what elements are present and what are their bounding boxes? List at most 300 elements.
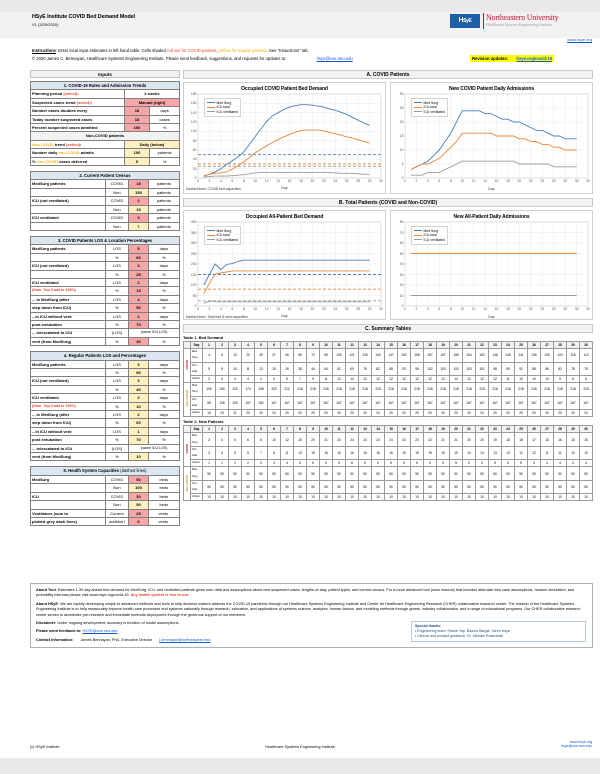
x-axis-tick: 10 bbox=[460, 307, 465, 311]
table-cell: 10 bbox=[567, 494, 580, 501]
table-cell: 95 bbox=[502, 362, 515, 375]
table-cell: 50 bbox=[398, 467, 411, 480]
input-key: COVID bbox=[105, 475, 129, 483]
x-axis-tick: 26 bbox=[344, 307, 349, 311]
input-key: Non bbox=[105, 484, 129, 492]
table-cell: 16 bbox=[346, 446, 359, 459]
input-unit: % bbox=[148, 304, 179, 312]
x-axis-tick: 8 bbox=[242, 307, 245, 311]
thanks-1-text: Engineering team: Shane Yap, Basma Bargal, Yaren Kaya bbox=[417, 629, 510, 634]
table-cell: 10 bbox=[268, 494, 281, 501]
table-cell: 26 bbox=[281, 362, 294, 375]
table-cell: 4 bbox=[541, 460, 554, 467]
x-axis-tick: 22 bbox=[528, 179, 533, 183]
table-cell: 218 bbox=[502, 383, 515, 396]
table-cell: 21 bbox=[450, 433, 463, 446]
day-column-header: 5 bbox=[255, 342, 268, 349]
table-cell: 10 bbox=[515, 494, 528, 501]
table-cell: 50 bbox=[567, 467, 580, 480]
x-axis-tick: 28 bbox=[563, 179, 567, 183]
input-value[interactable]: 18 bbox=[124, 107, 149, 115]
row-label: ICU total bbox=[191, 480, 203, 493]
day-column-header: 26 bbox=[528, 426, 541, 433]
table-cell: 50 bbox=[554, 480, 567, 493]
input-unit: patients bbox=[150, 149, 180, 157]
table-cell: 16 bbox=[320, 446, 333, 459]
about-tool-text: : Estimates 1-30 day ahead bed demand for MedSurg, ICU, and ventilated patients given user data and assumptions about new suspected cases, lengths-of-stay, patient types, and current census. For a more advanced tool (uses macros) that includes alternate new case assumptions, random simulation, and probability intervals please visit www.hsye.org/covid-19. bbox=[36, 588, 575, 598]
input-unit: % bbox=[148, 287, 179, 295]
table-cell: 50 bbox=[307, 480, 320, 493]
day-column-header: 30 bbox=[580, 342, 593, 349]
day-column-header: 24 bbox=[502, 426, 515, 433]
input-label: post extubation bbox=[31, 436, 106, 444]
input-row bbox=[31, 337, 180, 345]
table-cell: 167 bbox=[294, 396, 307, 409]
input-value[interactable]: 60 bbox=[129, 253, 148, 261]
input-row bbox=[31, 385, 180, 393]
input-value[interactable]: 18 bbox=[129, 180, 148, 188]
input-value[interactable]: 2 bbox=[129, 278, 148, 286]
day-column-header: 23 bbox=[489, 342, 502, 349]
input-unit: patients bbox=[148, 214, 179, 222]
table-cell: 130 bbox=[541, 349, 554, 362]
input-row bbox=[31, 492, 180, 500]
table-cell: 16 bbox=[541, 433, 554, 446]
table-cell: 15 bbox=[450, 446, 463, 459]
input-unit: % bbox=[148, 253, 179, 261]
input-row bbox=[31, 287, 180, 295]
y-axis-tick: 350 bbox=[190, 230, 197, 235]
input-value[interactable]: 2 bbox=[129, 312, 148, 320]
input-value[interactable]: 50 bbox=[129, 475, 148, 483]
input-row bbox=[31, 419, 180, 427]
x-axis-tick: 22 bbox=[321, 307, 326, 311]
input-unit: cases bbox=[150, 115, 180, 123]
feedback-email[interactable]: HSYE@coe.neu.edu bbox=[82, 629, 118, 634]
input-value[interactable]: 3 bbox=[129, 360, 148, 368]
input-unit: beds bbox=[148, 484, 179, 492]
input-value[interactable]: 25 bbox=[129, 270, 148, 278]
chart-a-left-xlabel: Day bbox=[281, 186, 288, 190]
input-value[interactable]: 100 bbox=[124, 149, 149, 157]
table-cell: 5 bbox=[515, 460, 528, 467]
input-key: LOS bbox=[105, 377, 129, 385]
y-axis-tick: 140 bbox=[190, 110, 197, 115]
table-cell: 20 bbox=[515, 410, 528, 417]
input-row bbox=[31, 98, 180, 106]
table-cell: 218 bbox=[489, 383, 502, 396]
input-unit: % bbox=[148, 320, 179, 328]
x-axis-tick: 6 bbox=[438, 179, 441, 183]
input-value[interactable]: 3 bbox=[129, 377, 148, 385]
table-cell: 20 bbox=[359, 410, 372, 417]
table-cell: 8 bbox=[580, 376, 593, 383]
input-key: addition'l bbox=[105, 517, 129, 525]
input-value[interactable]: 15 bbox=[129, 205, 148, 213]
table-cell: 50 bbox=[242, 480, 255, 493]
table-cell: 6 bbox=[333, 460, 346, 467]
hsye-logo bbox=[450, 14, 480, 28]
table-cell: 12 bbox=[411, 376, 424, 383]
table-cell: 10 bbox=[242, 494, 255, 501]
table-cell: 50 bbox=[294, 480, 307, 493]
input-unit: days bbox=[148, 245, 179, 253]
input-label: Number cases doubles every bbox=[31, 107, 125, 115]
table-cell: 18 bbox=[502, 433, 515, 446]
table-cell: 218 bbox=[359, 383, 372, 396]
x-axis-tick: 0 bbox=[404, 307, 406, 311]
input-value[interactable]: 50 bbox=[129, 501, 148, 509]
input-key: LOS bbox=[105, 295, 129, 303]
table-cell: 6 bbox=[307, 460, 320, 467]
input-row bbox=[31, 369, 180, 377]
instructions-red-text: red are for COVID patients bbox=[167, 48, 217, 53]
y-axis-tick: 40 bbox=[192, 157, 197, 162]
table-cell: 167 bbox=[476, 396, 489, 409]
table-cell: 200 bbox=[229, 383, 242, 396]
table-cell: 218 bbox=[307, 383, 320, 396]
about-box bbox=[30, 583, 593, 648]
y-axis-tick: 250 bbox=[190, 251, 197, 256]
input-value[interactable]: 4 weeks bbox=[124, 90, 179, 98]
x-axis-tick: 32 bbox=[379, 179, 383, 183]
day-column-header: 22 bbox=[476, 342, 489, 349]
chart-a-left-title: Occupied COVID Patient Bed Demand bbox=[241, 86, 328, 92]
table-cell: 100 bbox=[203, 383, 216, 396]
input-value[interactable]: 25 bbox=[129, 509, 148, 517]
row-label: Med Surg bbox=[191, 383, 203, 396]
table-row bbox=[184, 433, 593, 446]
day-column-header: 9 bbox=[307, 342, 320, 349]
table-cell: 20 bbox=[437, 410, 450, 417]
legend-item bbox=[414, 110, 445, 115]
table-cell: 10 bbox=[541, 494, 554, 501]
table-cell: 20 bbox=[411, 410, 424, 417]
input-label: post-extubation bbox=[31, 320, 106, 328]
table-cell: 15 bbox=[307, 446, 320, 459]
y-axis-tick: 200 bbox=[190, 262, 197, 266]
table-cell: 13 bbox=[255, 362, 268, 375]
table-cell: 10 bbox=[268, 433, 281, 446]
input-key: Non bbox=[105, 501, 129, 509]
day-column-header: 20 bbox=[450, 426, 463, 433]
section-header: 4. Regular Patients LOS and Percentages bbox=[31, 352, 180, 360]
input-label: % non-COVID cases deferred bbox=[31, 157, 125, 165]
table-cell: 56 bbox=[294, 349, 307, 362]
input-value[interactable]: 70 bbox=[129, 320, 148, 328]
table-cell: 16 bbox=[554, 433, 567, 446]
day-column-header: 19 bbox=[437, 342, 450, 349]
input-value[interactable]: 3 bbox=[129, 214, 148, 222]
table-cell: 16 bbox=[385, 446, 398, 459]
table-cell: 50 bbox=[502, 480, 515, 493]
chart-b-right-xlabel: Day bbox=[488, 315, 495, 319]
table-cell: 2 bbox=[203, 376, 216, 383]
table-cell: 12 bbox=[450, 376, 463, 383]
table-cell: 10 bbox=[580, 494, 593, 501]
day-column-header: 14 bbox=[372, 342, 385, 349]
input-label: ICU ventilated bbox=[31, 214, 106, 222]
section-header: 2. Current Patient Census bbox=[31, 172, 180, 180]
table-cell: 16 bbox=[333, 446, 346, 459]
table-cell: 20 bbox=[242, 349, 255, 362]
table-cell: 5 bbox=[229, 433, 242, 446]
results-column bbox=[183, 70, 593, 501]
input-unit: beds bbox=[148, 501, 179, 509]
institute-name: Healthcare Systems Engineering Institute bbox=[486, 22, 553, 27]
table-cell: 4 bbox=[229, 376, 242, 383]
row-label: ICU total bbox=[191, 396, 203, 409]
day-column-header: 30 bbox=[580, 426, 593, 433]
table-cell: 50 bbox=[502, 467, 515, 480]
input-value[interactable]: 150 bbox=[129, 188, 148, 196]
input-row bbox=[31, 402, 180, 410]
contact-label: Contact Information: bbox=[36, 637, 74, 642]
x-axis-tick: 24 bbox=[333, 307, 338, 311]
table-cell: 35 bbox=[294, 362, 307, 375]
table-cell: 212 bbox=[281, 383, 294, 396]
input-value[interactable]: Daily (below) bbox=[124, 140, 179, 148]
table-cell: 50 bbox=[489, 467, 502, 480]
table-cell: 10 bbox=[463, 494, 476, 501]
x-axis-tick: 32 bbox=[586, 179, 590, 183]
table-cell: 10 bbox=[203, 494, 216, 501]
input-value[interactable]: 100 bbox=[124, 124, 149, 132]
table-cell: 10 bbox=[541, 376, 554, 383]
x-axis-tick: 22 bbox=[321, 179, 326, 183]
chart-b-left-title: Occupied All-Patient Bed Demand bbox=[245, 214, 324, 220]
table-cell: 50 bbox=[281, 480, 294, 493]
revision-link[interactable]: hsye.org/covid-19 bbox=[516, 56, 553, 61]
input-value[interactable]: 30 bbox=[129, 492, 148, 500]
input-label bbox=[31, 253, 106, 261]
table-cell: 45 bbox=[281, 349, 294, 362]
input-label: MedSurg patients bbox=[31, 180, 106, 188]
input-key: % bbox=[105, 385, 129, 393]
input-value[interactable]: 50 bbox=[129, 369, 148, 377]
input-key: % bbox=[105, 287, 129, 295]
input-label: step down from ICU) bbox=[31, 304, 106, 312]
input-unit: patients bbox=[148, 188, 179, 196]
input-row bbox=[31, 278, 180, 286]
input-key: % bbox=[105, 369, 129, 377]
day-column-header: 12 bbox=[346, 342, 359, 349]
day-column-header: 16 bbox=[398, 426, 411, 433]
day-column-header: 20 bbox=[450, 342, 463, 349]
table-cell: 167 bbox=[450, 396, 463, 409]
table-cell: 12 bbox=[372, 376, 385, 383]
table-cell: 167 bbox=[398, 396, 411, 409]
input-value[interactable]: 7 bbox=[129, 222, 148, 230]
table-cell: 12 bbox=[437, 376, 450, 383]
special-thanks-box bbox=[411, 621, 586, 642]
y-axis-tick: 40 bbox=[399, 262, 404, 266]
input-value[interactable]: 100 bbox=[129, 484, 148, 492]
table-cell: 14 bbox=[476, 446, 489, 459]
input-key: % bbox=[105, 436, 129, 444]
about-tool-label: About Tool bbox=[36, 588, 56, 592]
contact-email[interactable]: j.bennayan@northeastern.edu bbox=[159, 637, 211, 642]
day-column-header: 28 bbox=[554, 426, 567, 433]
table-cell: 23 bbox=[333, 433, 346, 446]
table-cell: 20 bbox=[333, 410, 346, 417]
input-value[interactable]: 10 bbox=[129, 402, 148, 410]
input-label: ICU (not ventilated) bbox=[31, 262, 106, 270]
chart-legend bbox=[411, 226, 448, 245]
table-cell: 12 bbox=[398, 376, 411, 383]
table-cell: 50 bbox=[476, 467, 489, 480]
table-row bbox=[184, 460, 593, 467]
table-cell: 150 bbox=[216, 383, 229, 396]
day-column-header: 23 bbox=[489, 426, 502, 433]
input-unit: % bbox=[148, 419, 179, 427]
table-cell: 20 bbox=[541, 410, 554, 417]
table-cell: 218 bbox=[476, 383, 489, 396]
footer-website[interactable]: www.hsye.org bbox=[569, 740, 592, 744]
table-cell: 50 bbox=[320, 467, 333, 480]
x-axis-tick: 26 bbox=[344, 179, 349, 183]
footer-email[interactable]: hsye@coe.neu.edu bbox=[560, 744, 592, 748]
chart-legend bbox=[204, 98, 241, 117]
input-value[interactable]: 60 bbox=[129, 419, 148, 427]
table-cell: 140 bbox=[372, 349, 385, 362]
input-label: vent (from MedSurg) bbox=[31, 337, 106, 345]
table-cell: 4 bbox=[242, 376, 255, 383]
table-cell: 88 bbox=[528, 362, 541, 375]
day-column-header: 1 bbox=[203, 342, 216, 349]
table-cell: 10 bbox=[398, 494, 411, 501]
table-cell: 167 bbox=[281, 396, 294, 409]
input-value[interactable]: 1 bbox=[129, 427, 148, 435]
table-cell: 5 bbox=[294, 460, 307, 467]
input-value[interactable]: 2 bbox=[129, 411, 148, 419]
table-cell: 5 bbox=[463, 460, 476, 467]
table-cell: 50 bbox=[424, 467, 437, 480]
table-cell: 20 bbox=[294, 410, 307, 417]
day-column-header: 16 bbox=[398, 342, 411, 349]
table-cell: 218 bbox=[411, 383, 424, 396]
input-unit: vents. bbox=[148, 509, 179, 517]
x-axis-tick: 20 bbox=[310, 179, 315, 183]
table-cell: 13 bbox=[489, 446, 502, 459]
table-cell: 50 bbox=[229, 467, 242, 480]
day-column-header: 14 bbox=[372, 426, 385, 433]
revision-label: Revision updates: bbox=[472, 56, 509, 61]
y-axis-tick: 60 bbox=[399, 241, 404, 245]
group-label: Non-COVID bbox=[184, 383, 191, 417]
table-cell: 50 bbox=[437, 480, 450, 493]
about-hsye-text: : We are rapidly developing simple to advanced methods and tools to help decision makers address the COVID-19 pandemic through our Healthcare Systems Engineering Institute and Center for Healthcare Engineering Research (CHER) collaborative research center. The mission of the Healthcare Systems Engineering Institute is to help measurably improve health care processes and systems nationally through research, education, and applications of systems science, analytics, human factors, and modeling methods through grants, industry collaboration, and a range of educational programs. Our CHER collaborative research center serves to accelerate pre-research and immediate methods deployment through the generous support of our members. bbox=[36, 601, 581, 617]
x-axis-tick: 24 bbox=[333, 179, 338, 183]
table-cell: 6 bbox=[359, 460, 372, 467]
input-value[interactable]: Manual (right) bbox=[124, 98, 179, 106]
input-unit: % bbox=[148, 337, 179, 345]
table-cell: 218 bbox=[528, 383, 541, 396]
input-key: COVID bbox=[105, 197, 129, 205]
input-value[interactable]: 0 bbox=[124, 157, 149, 165]
legend-label: Med Surg bbox=[423, 100, 439, 105]
footer-center: Healthcare Systems Engineering Institute bbox=[265, 745, 335, 749]
table-cell: 10 bbox=[294, 494, 307, 501]
x-axis-tick: 8 bbox=[449, 179, 452, 183]
input-value[interactable]: 2 bbox=[129, 394, 148, 402]
about-tool-paragraph bbox=[36, 588, 587, 599]
copyright-line bbox=[32, 56, 353, 61]
table-cell: 50 bbox=[333, 467, 346, 480]
table-cell: 1 bbox=[216, 460, 229, 467]
x-axis-tick: 14 bbox=[483, 307, 487, 311]
table-cell: 12 bbox=[528, 446, 541, 459]
table-cell: 10 bbox=[411, 494, 424, 501]
table-cell: 218 bbox=[333, 383, 346, 396]
input-value[interactable]: 50 bbox=[129, 304, 148, 312]
table-row bbox=[184, 446, 593, 459]
legend-label: ICU ventilated bbox=[423, 109, 445, 114]
input-label: vent (from MedSurg) bbox=[31, 453, 106, 461]
input-label: (Note: Top 3 add to 100%) bbox=[31, 287, 106, 295]
table-cell: 10 bbox=[372, 494, 385, 501]
input-value[interactable]: 0 bbox=[129, 517, 148, 525]
table-cell: 24 bbox=[359, 433, 372, 446]
table-cell: 20 bbox=[528, 410, 541, 417]
input-value[interactable]: 70 bbox=[129, 436, 148, 444]
input-value[interactable]: 40 bbox=[129, 385, 148, 393]
x-axis-tick: 0 bbox=[197, 179, 199, 183]
table-cell: 5 bbox=[528, 460, 541, 467]
row-label: Med Surg bbox=[191, 349, 203, 362]
table-cell: 13 bbox=[294, 446, 307, 459]
input-label bbox=[31, 222, 106, 230]
input-row bbox=[31, 501, 180, 509]
input-label bbox=[31, 188, 106, 196]
header-contact-email[interactable]: hsye@coe.neu.edu bbox=[316, 56, 353, 61]
input-key: LOS bbox=[105, 245, 129, 253]
input-value[interactable]: 10 bbox=[129, 453, 148, 461]
input-value[interactable]: 3 bbox=[129, 295, 148, 303]
table-cell: 88 bbox=[385, 362, 398, 375]
x-axis-tick: 28 bbox=[356, 307, 360, 311]
day-column-header: 4 bbox=[242, 342, 255, 349]
chart-a-left-plot bbox=[190, 92, 383, 183]
input-value[interactable]: 15 bbox=[129, 287, 148, 295]
input-label: Number daily non-COVID admits bbox=[31, 149, 125, 157]
input-value[interactable]: 18 bbox=[124, 115, 149, 123]
table-cell: 50 bbox=[268, 480, 281, 493]
input-label: MedSurg patients bbox=[31, 360, 106, 368]
table-cell: 141 bbox=[515, 349, 528, 362]
table-cell: 10 bbox=[502, 494, 515, 501]
x-axis-tick: 4 bbox=[426, 307, 429, 311]
group-corner bbox=[184, 426, 191, 433]
input-unit: days bbox=[148, 377, 179, 385]
table-cell: 218 bbox=[515, 383, 528, 396]
input-key: LOS bbox=[105, 394, 129, 402]
table-cell: 20 bbox=[476, 433, 489, 446]
table-cell: 23 bbox=[216, 410, 229, 417]
input-value[interactable]: 30 bbox=[129, 337, 148, 345]
input-key: COVID bbox=[105, 214, 129, 222]
table-cell: 124 bbox=[554, 349, 567, 362]
x-axis-tick: 28 bbox=[563, 307, 567, 311]
table-cell: 5 bbox=[489, 460, 502, 467]
input-value[interactable]: 5 bbox=[129, 245, 148, 253]
website-link[interactable]: www.hsye.org bbox=[567, 37, 592, 42]
input-value[interactable]: 3 bbox=[129, 262, 148, 270]
x-axis-tick: 16 bbox=[494, 179, 499, 183]
input-value[interactable]: 2 bbox=[129, 197, 148, 205]
instructions-line bbox=[32, 48, 309, 53]
table-cell: 16 bbox=[359, 446, 372, 459]
